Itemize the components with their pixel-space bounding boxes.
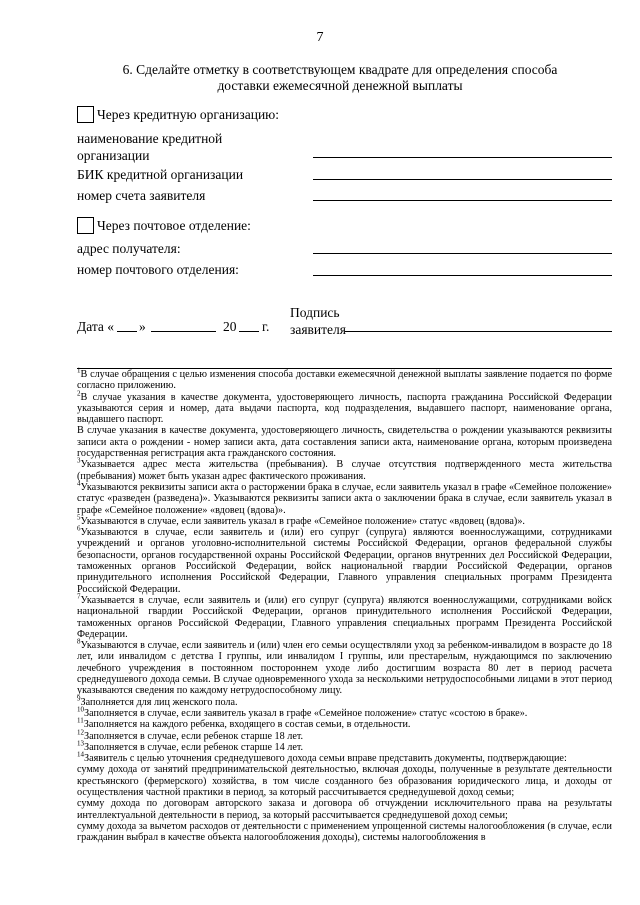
postal-office-checkbox[interactable] (77, 217, 94, 234)
date-day-field[interactable] (117, 331, 137, 332)
footnote-item: $^9$Заполняется для лиц женского пола. (77, 694, 238, 708)
footnote-item: сумму дохода по договорам авторского заказа и договора об отчуждении исключительного права на результаты интеллектуальной деятельности в период, за который рассчитывается среднедушевой доход семьи; (77, 798, 612, 821)
postal-office-number-field[interactable] (313, 275, 612, 276)
credit-organization-option: Через кредитную организацию: (97, 107, 280, 122)
bik-label: БИК кредитной организации (77, 167, 244, 182)
footnote-item: $^{13}$Заполняется в случае, если ребенок старше 14 лет. (77, 739, 304, 753)
section-heading: 6. Сделайте отметку в соответствующем квадрате для определения способа доставки ежемесячной денежной выплаты (122, 62, 558, 93)
footnote-item: $^6$Указываются в случае, если заявитель и (или) его супруг (супруга) являются военнослужащими, сотрудниками учреждений и органов уголовно-исполнительной системы Российской Федерации, органов федеральной службы безопасности, органов государственной охраны Российской Федерации, органов внутренних дел Российской Федерации, таможенных органов Российской Федерации, войск национальной гвардии Российской Федерации, органов принудительного исполнения Российской Федерации, Главного управления специальных программ Президента Российской Федерации. (77, 524, 612, 595)
footnotes (77, 366, 612, 844)
footnote-item: $^{11}$Заполняется на каждого ребенка, входящего в состав семьи, в отдельности. (77, 716, 411, 731)
footnote-item: $^8$Указываются в случае, если заявитель и (или) член его семьи осуществляли уход за ребенком-инвалидом в возрасте до 18 лет, или инвалидом с детства I группы, или инвалидом I группы, или престарелым, нуждающимся по заключению лечебного учреждения в постоянном постороннем уходе либо достигшим возраста 80 лет в период расчета среднедушевого дохода семьи. В случае одновременного ухода за несколькими нетрудоспособными лицами в этот период указываются сведения по каждому нетрудоспособному лицу. (77, 637, 612, 697)
account-field[interactable] (313, 200, 612, 201)
year-prefix: 20 (223, 319, 237, 334)
footnote-item: $^7$Указывается в случае, если заявитель и (или) его супруг (супруга) являются военнослужащими, сотрудниками войск национальной гвардии Российской Федерации, органов принудительного исполнения Российской Федерации, таможенных органов Российской Федерации, Главного управления специальных программ Президента Российской Федерации. (77, 592, 612, 640)
footnote-item: $^4$Указываются реквизиты записи акта о расторжении брака в случае, если заявитель указал в графе «Семейное положение» статус «разведен (разведена)». Указываются реквизиты записи акта о заключении брака в случае, если заявитель указал в графе «Семейное положение» «вдовец (вдова)». (77, 479, 612, 516)
footnote-item: $^1$В случае обращения с целью изменения способа доставки ежемесячной денежной выплаты заявление подается по форме согласно приложению. (77, 366, 612, 392)
signature-field[interactable] (345, 331, 612, 332)
date-label: Дата « (77, 319, 115, 334)
account-label: номер счета заявителя (77, 188, 206, 203)
footnote-item: $^2$В случае указания в качестве документа, удостоверяющего личность, паспорта гражданина Российской Федерации указываются серия и номер, дата выдачи паспорта, код подразделения, выдавшего паспорт, наименование органа, выдавшего паспорт. (77, 389, 612, 426)
footnote-item: $^{10}$Заполняется в случае, если заявитель указал в графе «Семейное положение» статус «состою в браке». (77, 705, 528, 719)
credit-name-label: наименование кредитной организации (77, 131, 223, 163)
recipient-address-label: адрес получателя: (77, 241, 181, 256)
postal-office-number-label: номер почтового отделения: (77, 262, 239, 277)
date-month-field[interactable] (151, 331, 216, 332)
footnote-item: В случае указания в качестве документа, удостоверяющего личность, свидетельства о рождении указываются реквизиты записи акта о рождении - номер записи акта, дата составления записи акта, наименование органа, которым произведена государственная регистрация акта гражданского состояния. (77, 425, 612, 460)
footnote-item: $^{14}$Заявитель с целью уточнения среднедушевого дохода семьи вправе представить документы, подтверждающие: (77, 750, 567, 765)
page-number: 7 (316, 30, 324, 45)
credit-name-field[interactable] (313, 157, 612, 158)
footnote-item: сумму дохода от занятий предпринимательской деятельностью, включая доходы, полученные в результате деятельности крестьянского (фермерского) хозяйства, в том числе созданного без образования юридического лица, и доходы от осуществления частной практики в период, за который рассчитывается среднедушевой доход семьи; (77, 764, 612, 798)
year-suffix: г. (262, 319, 270, 334)
year-field[interactable] (239, 331, 259, 332)
postal-office-option: Через почтовое отделение: (97, 218, 251, 233)
footnote-item: $^{12}$Заполняется в случае, если ребенок старше 18 лет. (77, 728, 304, 742)
date-quote-close: » (139, 319, 146, 334)
credit-organization-checkbox[interactable] (77, 106, 94, 123)
footnote-item: $^3$Указывается адрес места жительства (пребывания). В случае отсутствия подтвержденного места жительства (пребывания) может быть указан адрес фактического проживания. (77, 456, 612, 482)
recipient-address-field[interactable] (313, 253, 612, 254)
footnote-item: $^5$Указываются в случае, если заявитель указал в графе «Семейное положение» статус «вдовец (вдова)». (77, 513, 525, 527)
bik-field[interactable] (313, 179, 612, 180)
signature-label: Подпись заявителя (290, 305, 346, 337)
footnote-item: сумму дохода за вычетом расходов от деятельности с применением упрощенной системы налогообложения (в случае, если гражданин выбрал в качестве объекта налогообложения доходы), системы налогообложения в (77, 820, 612, 844)
